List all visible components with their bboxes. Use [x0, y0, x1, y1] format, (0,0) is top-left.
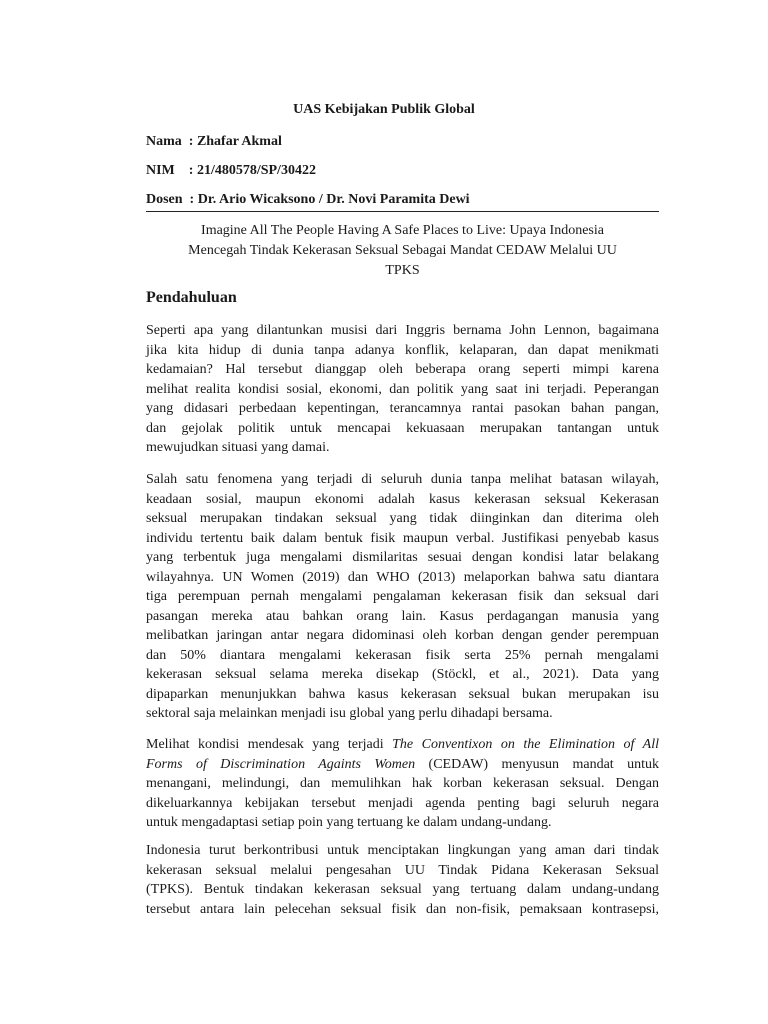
paragraph-line: (TPKS). Bentuk tindakan kekerasan seksual yang tertuang dalam undang-undang: [146, 882, 659, 897]
paragraph-line: dan 50% diantara mengalami kekerasan fisik serta 25% pernah mengalami: [146, 647, 659, 663]
name-label: Nama :: [146, 134, 197, 149]
paragraph-line: tiga perempuan pernah mengalami pengalaman kekerasan fisik dan seksual dari: [146, 589, 659, 604]
paragraph-line: kekerasan seksual selama mereka disekap (Stöckl, et al., 2021). Data yang: [146, 667, 659, 682]
paragraph-line: keadaan sosial, maupun ekonomi adalah kasus kekerasan seksual Kekerasan: [146, 491, 659, 507]
paragraph-line: individu tertentu baik dalam bentuk fisik maupun verbal. Justifikasi penyebab kasus: [146, 530, 659, 546]
lecturer-row: [146, 191, 470, 209]
student-name-row: [146, 133, 282, 151]
paragraph-line: jika kita hidup di dunia tanpa adanya konflik, kelaparan, dan dapat menikmati: [146, 342, 659, 358]
paragraph-line: sektoral saja melainkan menjadi isu global yang perlu dihadapi bersama.: [146, 706, 553, 721]
paragraph-line: pasangan mereka atau bahkan orang lain. Kasus perdagangan manusia yang: [146, 608, 659, 624]
paragraph-line: dipaparkan menunjukkan bahwa kasus kekerasan seksual bukan merupakan isu: [146, 686, 659, 702]
essay-title-line: TPKS: [385, 263, 420, 278]
paragraph-line: mewujudkan situasi yang damai.: [146, 440, 330, 455]
italic-run: The Conventixon on the Elimination of All: [392, 737, 659, 752]
paragraph-line: melihat realita kondisi sosial, ekonomi, dan politik yang saat ini terjadi. Peperangan: [146, 381, 659, 397]
paragraph-line: dikeluarkannya kebijakan tersebut menjadi agenda penting bagi seluruh negara: [146, 795, 659, 811]
paragraph-3: [146, 735, 659, 833]
paragraph-line: yang terbentuk juga mengalami dismilaritas sesuai dengan kondisi latar belakang: [146, 550, 659, 565]
text-run: (CEDAW) menyusun mandat untuk: [415, 756, 659, 772]
paragraph-1: [146, 321, 659, 458]
essay-title: [160, 221, 645, 281]
paragraph-line: dan gejolak politik untuk mencapai kekuasaan merupakan tantangan untuk: [146, 420, 659, 436]
name-value: Zhafar Akmal: [196, 134, 282, 149]
dosen-value: Dr. Ario Wicaksono / Dr. Novi Paramita Dewi: [197, 192, 470, 207]
paragraph-line: tersebut antara lain pelecehan seksual fisik dan non-fisik, pemaksaan kontrasepsi,: [146, 901, 659, 917]
section-heading: Pendahuluan: [146, 289, 237, 306]
paragraph-line: [146, 755, 659, 775]
essay-title-line: Imagine All The People Having A Safe Places to Live: Upaya Indonesia: [201, 223, 604, 238]
paragraph-line: yang didasari perbedaan kepentingan, terancamnya rantai pasokan bahan pangan,: [146, 401, 659, 416]
essay-title-line: Mencegah Tindak Kekerasan Seksual Sebagai Mandat CEDAW Melalui UU: [188, 243, 617, 258]
nim-label: NIM :: [146, 163, 197, 178]
paragraph-line: Indonesia turut berkontribusi untuk menciptakan lingkungan yang aman dari tindak: [146, 843, 659, 858]
paragraph-line: kekerasan seksual melalui pengesahan UU Tindak Pidana Kekerasan Seksual: [146, 862, 659, 878]
text-run: Melihat kondisi mendesak yang terjadi: [146, 737, 393, 752]
dosen-label: Dosen :: [146, 192, 198, 207]
nim-value: 21/480578/SP/30422: [196, 163, 316, 178]
paragraph-line: melibatkan jaringan antar negara didominasi oleh korban dengan gender perempuan: [146, 628, 659, 643]
paragraph-line: untuk mengadaptasi setiap poin yang tertuang ke dalam undang-undang.: [146, 815, 552, 830]
document-title: UAS Kebijakan Publik Global: [293, 102, 475, 117]
paragraph-line: kedamaian? Hal tersebut dianggap oleh beberapa orang seperti mimpi karena: [146, 362, 659, 377]
paragraph-line: [146, 735, 659, 755]
paragraph-line: Seperti apa yang dilantunkan musisi dari Inggris bernama John Lennon, bagaimana: [146, 323, 659, 338]
paragraph-4: [146, 841, 659, 919]
paragraph-line: menangani, melindungi, dan memulihkan hak korban kekerasan seksual. Dengan: [146, 776, 659, 791]
paragraph-line: wilayahnya. UN Women (2019) dan WHO (2013) melaporkan bahwa satu diantara: [146, 569, 659, 585]
paragraph-line: seksual merupakan tindakan seksual yang tidak diinginkan dan diterima oleh: [146, 511, 659, 526]
paragraph-2: [146, 470, 659, 724]
paragraph-line: Salah satu fenomena yang terjadi di seluruh dunia tanpa melihat batasan wilayah,: [146, 472, 659, 487]
student-id-row: [146, 162, 316, 180]
italic-run: Forms of Discrimination Againts Women: [146, 756, 416, 772]
header-divider: [146, 211, 659, 212]
